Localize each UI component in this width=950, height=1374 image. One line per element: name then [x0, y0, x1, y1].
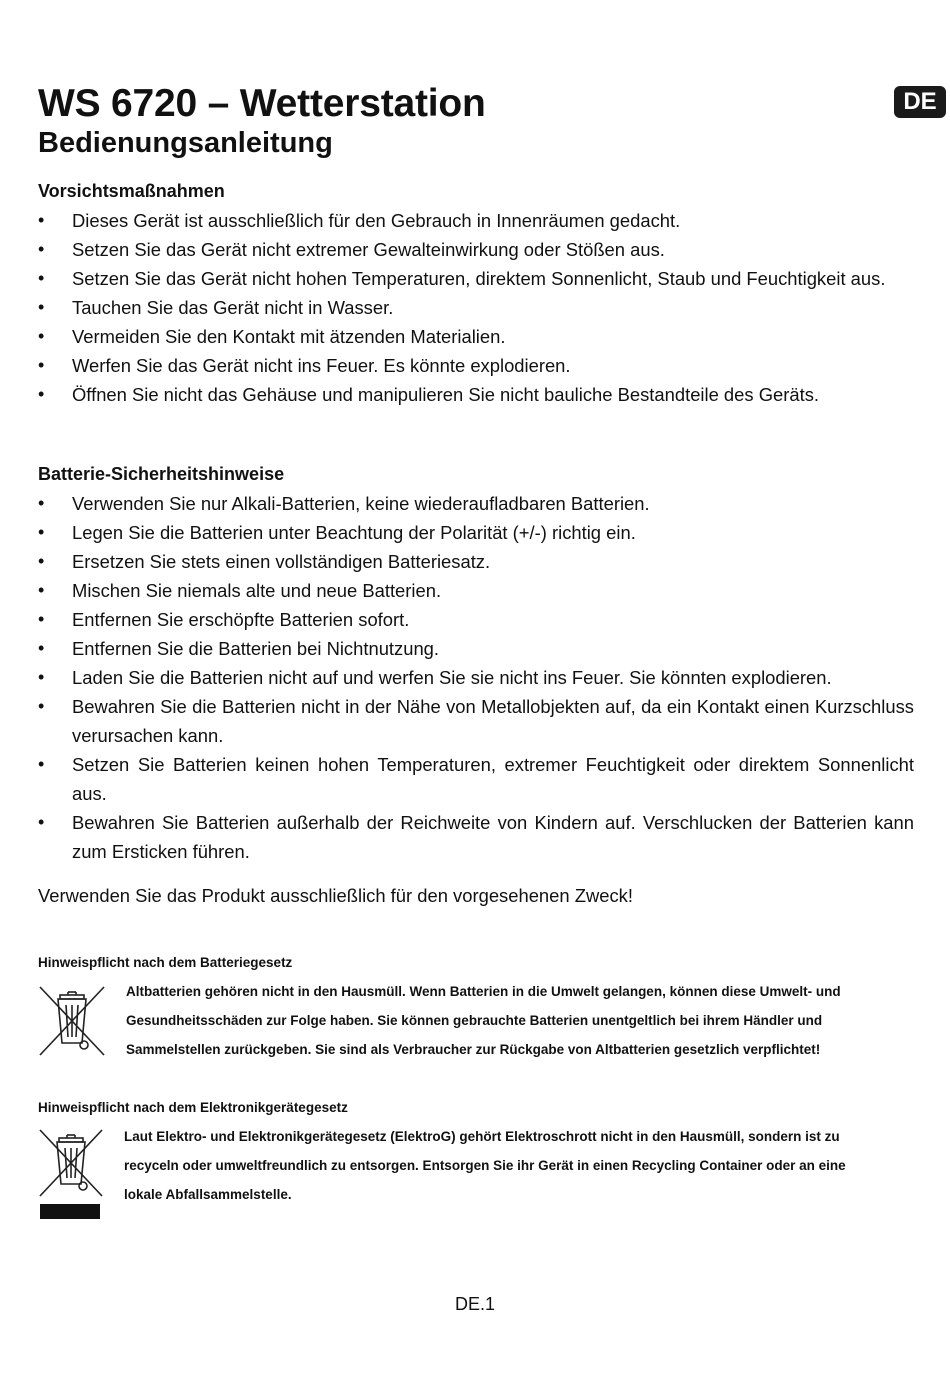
precautions-heading: Vorsichtsmaßnahmen	[38, 181, 225, 201]
battery-safety-heading: Batterie-Sicherheitshinweise	[38, 464, 285, 484]
precautions-list	[38, 206, 914, 409]
document-subtitle: Bedienungsanleitung	[38, 127, 333, 159]
notice-line: Altbatterien gehören nicht in den Hausmüll. Wenn Batterien in die Umwelt gelangen, können diese Umwelt- und	[126, 984, 841, 999]
battery-safety-section	[38, 460, 914, 866]
list-item: • Setzen Sie Batterien keinen hohen Temperaturen, extremer Feuchtigkeit oder direktem Sonnenlicht aus.	[38, 750, 914, 808]
list-item: • Laden Sie die Batterien nicht auf und werfen Sie sie nicht ins Feuer. Sie könnten explodieren.	[38, 663, 914, 692]
battery-law-text	[126, 977, 916, 1064]
crossed-out-bin-icon	[38, 985, 106, 1057]
crossed-out-bin-icon	[38, 1128, 104, 1222]
list-item: • Mischen Sie niemals alte und neue Batterien.	[38, 576, 914, 605]
list-item: • Entfernen Sie erschöpfte Batterien sofort.	[38, 605, 914, 634]
language-badge: DE	[894, 86, 946, 118]
list-item: • Setzen Sie das Gerät nicht extremer Gewalteinwirkung oder Stößen aus.	[38, 235, 914, 264]
list-item: • Tauchen Sie das Gerät nicht in Wasser.	[38, 293, 914, 322]
precautions-section	[38, 177, 914, 409]
page-number: DE.1	[454, 1294, 496, 1314]
list-item: • Legen Sie die Batterien unter Beachtung der Polarität (+/-) richtig ein.	[38, 518, 914, 547]
electronics-law-text	[124, 1122, 914, 1209]
notice-line: recyceln oder umweltfreundlich zu entsorgen. Entsorgen Sie ihr Gerät in einen Recycling Container oder an eine	[124, 1158, 846, 1173]
document-title: WS 6720 – Wetterstation	[38, 82, 486, 125]
notice-line: Sammelstellen zurückgeben. Sie sind als Verbraucher zur Rückgabe von Altbatterien gesetzlich verpflichtet!	[126, 1042, 821, 1057]
notice-line: lokale Abfallsammelstelle.	[124, 1187, 292, 1202]
list-item: • Werfen Sie das Gerät nicht ins Feuer. Es könnte explodieren.	[38, 351, 914, 380]
list-item: • Bewahren Sie Batterien außerhalb der Reichweite von Kindern auf. Verschlucken der Batterien kann zum Ersticken führen.	[38, 808, 914, 866]
list-item: • Verwenden Sie nur Alkali-Batterien, keine wiederaufladbaren Batterien.	[38, 489, 914, 518]
battery-safety-list	[38, 489, 914, 866]
list-item: • Dieses Gerät ist ausschließlich für den Gebrauch in Innenräumen gedacht.	[38, 206, 914, 235]
notice-line: Gesundheitsschäden zur Folge haben. Sie können gebrauchte Batterien unentgeltlich bei ihrem Händler und	[126, 1013, 823, 1028]
list-item: • Ersetzen Sie stets einen vollständigen Batteriesatz.	[38, 547, 914, 576]
list-item: • Bewahren Sie die Batterien nicht in der Nähe von Metallobjekten auf, da ein Kontakt einen Kurzschluss verursachen kann.	[38, 692, 914, 750]
list-item: • Öffnen Sie nicht das Gehäuse und manipulieren Sie nicht bauliche Bestandteile des Geräts.	[38, 380, 914, 409]
notice-line: Laut Elektro- und Elektronikgerätegesetz (ElektroG) gehört Elektroschrott nicht in den Hausmüll, sondern ist zu	[124, 1129, 840, 1144]
battery-law-heading: Hinweispflicht nach dem Batteriegesetz	[38, 955, 293, 970]
list-item: • Vermeiden Sie den Kontakt mit ätzenden Materialien.	[38, 322, 914, 351]
list-item: • Setzen Sie das Gerät nicht hohen Temperaturen, direktem Sonnenlicht, Staub und Feuchtigkeit aus.	[38, 264, 914, 293]
closing-note: Verwenden Sie das Produkt ausschließlich für den vorgesehenen Zweck!	[38, 885, 633, 906]
electronics-law-heading: Hinweispflicht nach dem Elektronikgerätegesetz	[38, 1100, 348, 1115]
list-item: • Entfernen Sie die Batterien bei Nichtnutzung.	[38, 634, 914, 663]
